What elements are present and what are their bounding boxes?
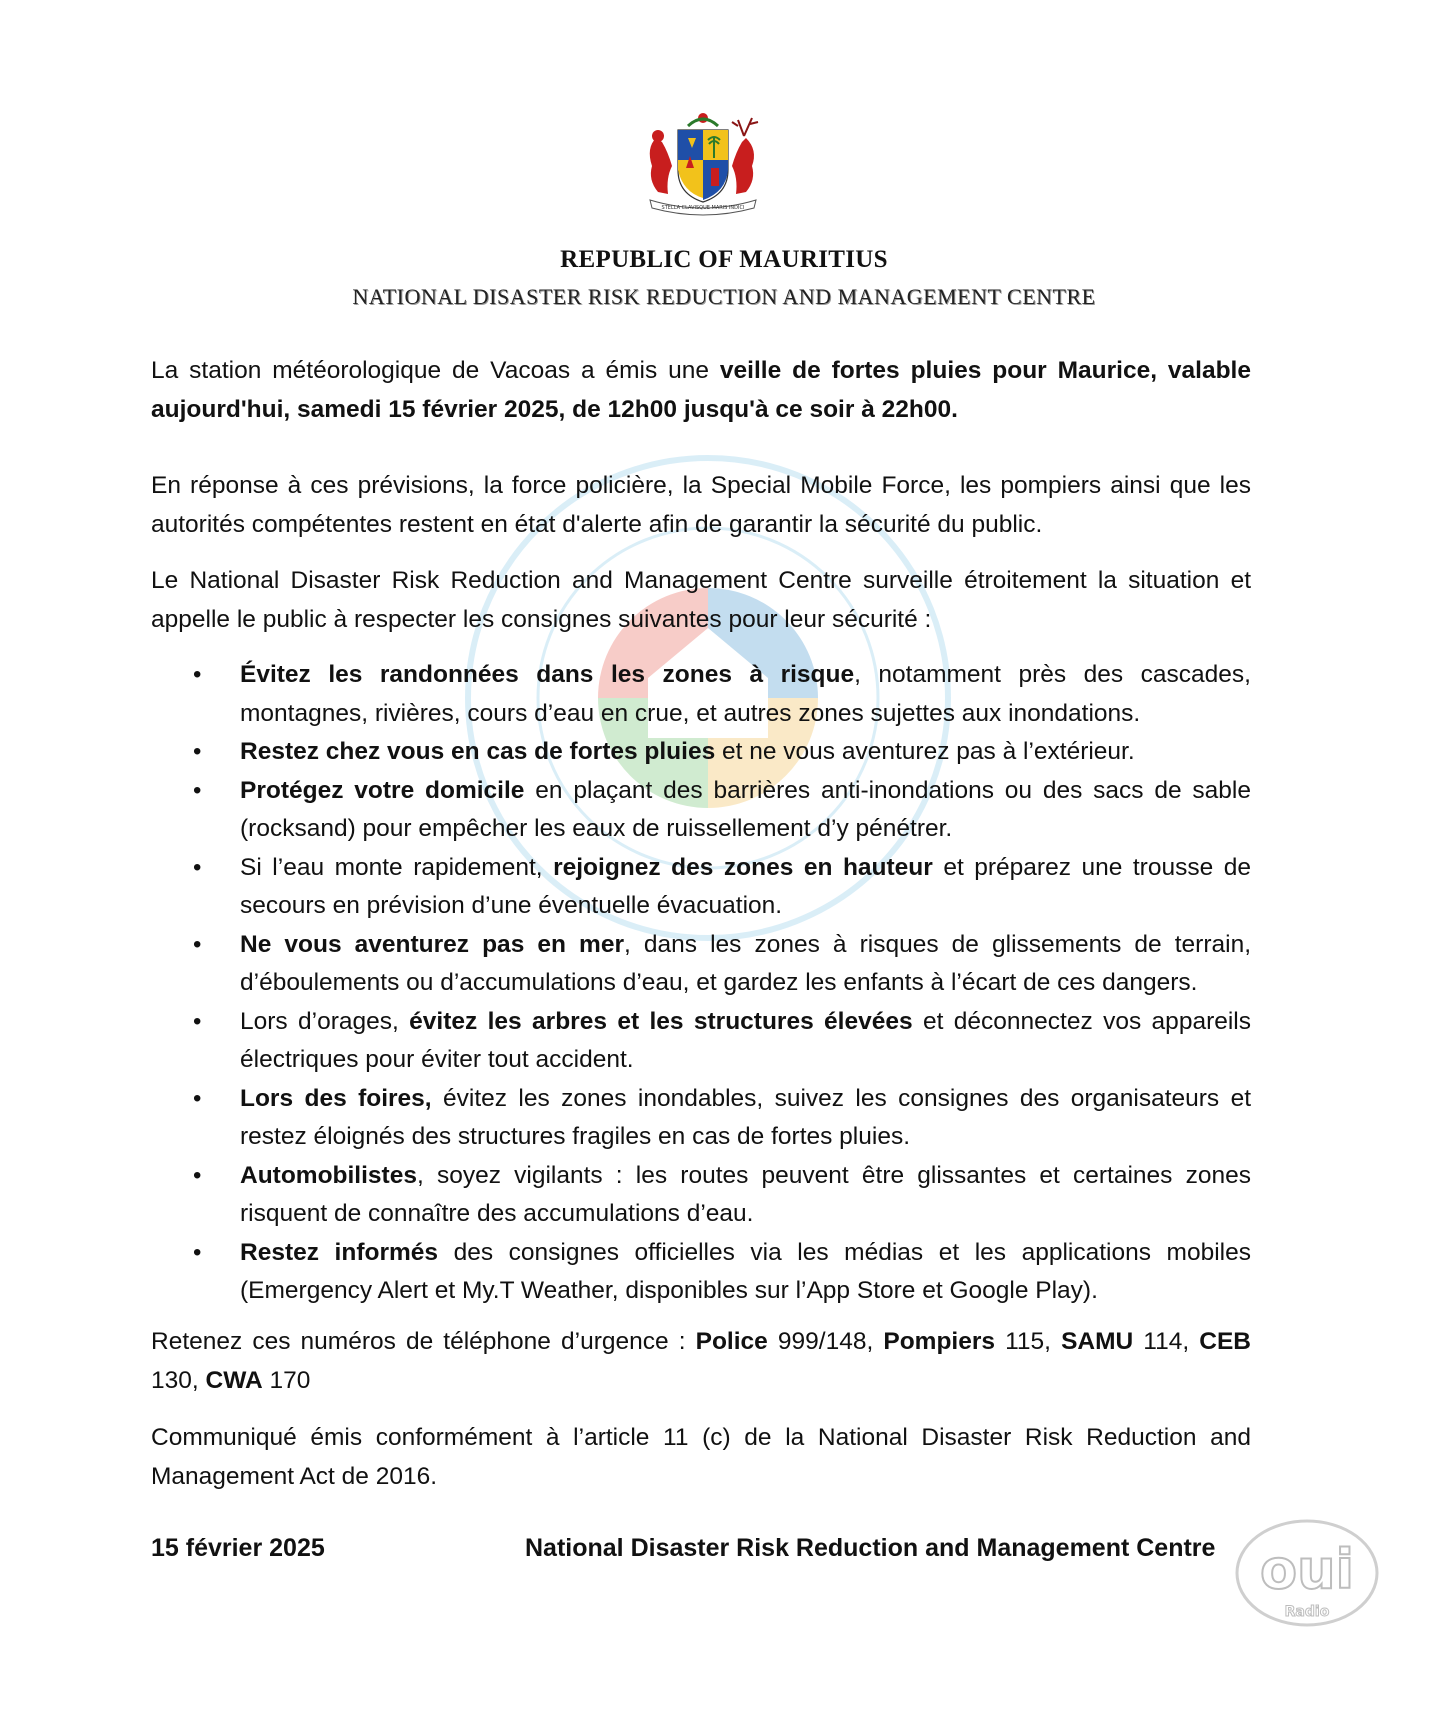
list-item: • Ne vous aventurez pas en mer, dans les zones à risques de glissements de terrain, d’éboulements ou d’accumulations d’eau, et gardez les enfants à l’écart de ces dangers.	[151, 926, 1251, 1003]
list-item: • Automobilistes, soyez vigilants : les routes peuvent être glissantes et certaines zones risquent de connaître des accumulations d’eau.	[151, 1157, 1251, 1234]
list-item: • Lors d’orages, évitez les arbres et les structures élevées et déconnectez vos appareils électriques pour éviter tout accident.	[151, 1003, 1251, 1080]
list-item: • Lors des foires, évitez les zones inondables, suivez les consignes des organisateurs et restez éloignés des structures fragiles en cas de fortes pluies.	[151, 1080, 1251, 1157]
legal-paragraph: Communiqué émis conformément à l’article 11 (c) de la National Disaster Risk Reduction and Management Act de 2016.	[151, 1424, 1251, 1490]
organization-heading: NATIONAL DISASTER RISK REDUCTION AND MANAGEMENT CENTRE	[352, 284, 1096, 309]
list-item: • Restez informés des consignes officielles via les médias et les applications mobiles (Emergency Alert et My.T Weather, disponibles sur l’App Store et Google Play).	[151, 1234, 1251, 1311]
list-item: • Protégez votre domicile en plaçant des barrières anti-inondations ou des sacs de sable (rocksand) pour empêcher les eaux de ruissellement d’y pénétrer.	[151, 772, 1251, 849]
intro-paragraph-1: La station météorologique de Vacoas a émis une veille de fortes pluies pour Maurice, valable aujourd'hui, samedi 15 février 2025, de 12h00 jusqu'à ce soir à 22h00.	[151, 357, 1251, 423]
radio-logo-text: oui	[1259, 1538, 1355, 1601]
coat-of-arms-icon	[638, 108, 768, 216]
motto-text: STELLA CLAVISQUE MARIS INDICI	[661, 205, 745, 211]
intro-paragraph-2: En réponse à ces prévisions, la force policière, la Special Mobile Force, les pompiers ainsi que les autorités compétentes restent en état d'alerte afin de garantir la sécurité du public.	[151, 472, 1251, 538]
list-item: • Restez chez vous en cas de fortes pluies et ne vous aventurez pas à l’extérieur.	[151, 733, 1251, 772]
emergency-numbers: Retenez ces numéros de téléphone d’urgence : Police 999/148, Pompiers 115, SAMU 114, CEB 130, CWA 170	[151, 1328, 1251, 1394]
safety-instructions-list	[151, 656, 1251, 1311]
list-item: • Évitez les randonnées dans les zones à risque, notamment près des cascades, montagnes, rivières, cours d’eau en crue, et autres zones sujettes aux inondations.	[151, 656, 1251, 733]
country-heading: REPUBLIC OF MAURITIUS	[560, 246, 888, 273]
radio-logo-subtext: Radio	[1284, 1604, 1330, 1620]
intro-paragraph-3: Le National Disaster Risk Reduction and Management Centre surveille étroitement la situation et appelle le public à respecter les consignes suivantes pour leur sécurité :	[151, 567, 1251, 633]
oui-radio-logo-icon	[1232, 1516, 1382, 1630]
signature: National Disaster Risk Reduction and Management Centre	[525, 1534, 1216, 1562]
communique-date: 15 février 2025	[151, 1534, 325, 1562]
list-item: • Si l’eau monte rapidement, rejoignez des zones en hauteur et préparez une trousse de secours en prévision d’une éventuelle évacuation.	[151, 849, 1251, 926]
